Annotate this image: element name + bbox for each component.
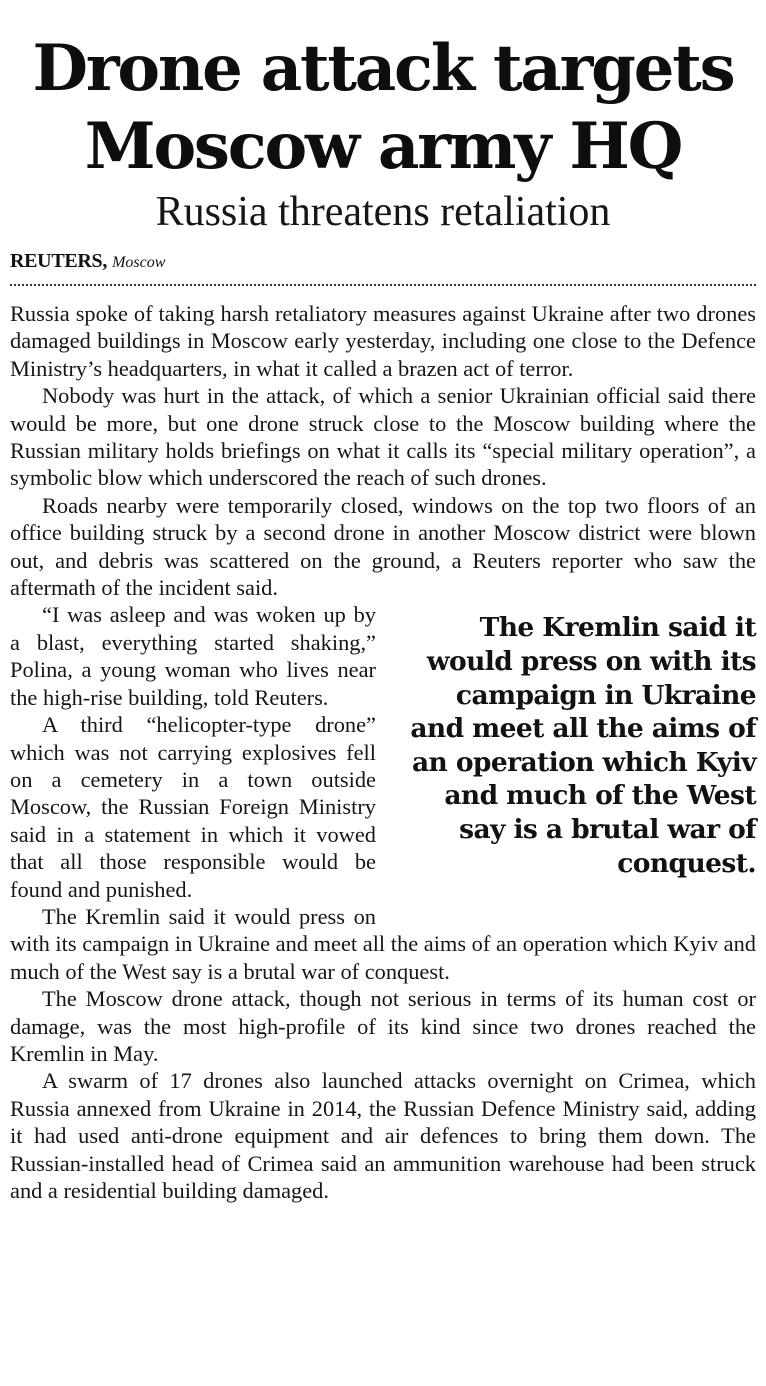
pull-quote: The Kremlin said it would press on with its campaign in Ukraine and meet all the aims of an operation which Kyiv and much of the West say is a brutal war of conquest. bbox=[410, 612, 756, 879]
article-body bbox=[10, 300, 756, 1204]
subheadline: Russia threatens retaliation bbox=[155, 189, 611, 235]
headline-line-1: Drone attack targets bbox=[32, 31, 734, 106]
headline bbox=[10, 0, 756, 186]
article-paragraph: A swarm of 17 drones also launched attacks overnight on Crimea, which Russia annexed from Ukraine in 2014, the Russian Defence Ministry said, adding it had used anti-drone equipment and air defences to bring them down. The Russian-installed head of Crimea said an ammunition warehouse had been struck and a residential building damaged. bbox=[10, 1068, 756, 1203]
byline-agency: REUTERS, bbox=[10, 250, 108, 272]
article-paragraph: “I was asleep and was woken up by a blast, everything started shaking,” Polina, a young woman who lives near the high-rise building, told Reuters. bbox=[10, 602, 376, 710]
headline-line-2: Moscow army HQ bbox=[84, 109, 682, 184]
article-paragraph: A third “helicopter-type drone” which was not carrying explosives fell on a cemetery in a town outside Moscow, the Russian Foreign Ministry said in a statement in which it vowed that all those responsible would be found and punished. bbox=[10, 712, 376, 902]
article-paragraph: Roads nearby were temporarily closed, windows on the top two floors of an office building struck by a second drone in another Moscow district were blown out, and debris was scattered on the ground, a Reuters reporter who saw the aftermath of the incident said. bbox=[10, 492, 756, 601]
article-paragraph: Nobody was hurt in the attack, of which a senior Ukrainian official said there would be more, but one drone struck close to the Moscow building where the Russian military holds briefings on what it calls its “special military operation”, a symbolic blow which underscored the reach of such drones. bbox=[10, 383, 756, 491]
article-paragraph: Russia spoke of taking harsh retaliatory measures against Ukraine after two drones damaged buildings in Moscow early yesterday, including one close to the Defence Ministry’s headquarters, in what it called a brazen act of terror. bbox=[10, 301, 756, 381]
article-paragraph: The Moscow drone attack, though not serious in terms of its human cost or damage, was the most high-profile of its kind since two drones reached the Kremlin in May. bbox=[10, 986, 756, 1066]
byline bbox=[10, 248, 756, 286]
article-paragraph: The Kremlin said it would press on with its campaign in Ukraine and meet all the aims of an operation which Kyiv and much of the West say is a brutal war of conquest. bbox=[10, 903, 756, 984]
byline-location: Moscow bbox=[112, 254, 166, 271]
